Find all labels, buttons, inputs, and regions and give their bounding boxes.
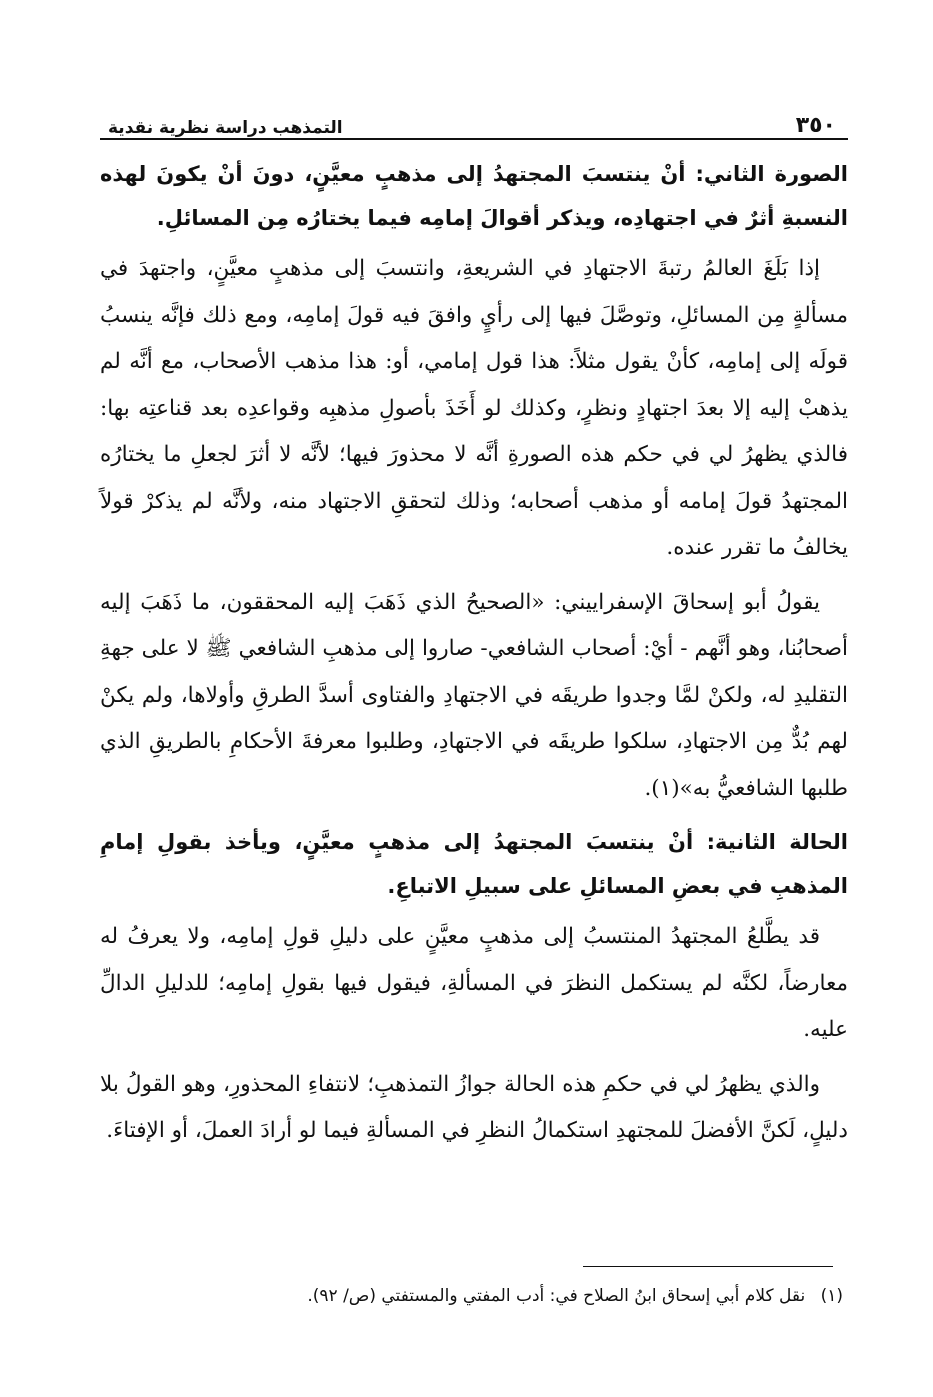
page-header (100, 92, 848, 140)
paragraph: إذا بَلَغَ العالمُ رتبةَ الاجتهادِ في الشريعةِ، وانتسبَ إلى مذهبٍ معيَّنٍ، واجتهدَ في مسألةٍ مِن المسائلِ، وتوصَّلَ فيها إلى رأيٍ وافقَ فيه قولَ إمامِه، ومع ذلك فإنَّه ينسبُ قولَه إلى إمامِه، كأنْ يقول مثلاً: هذا قول إمامي، أو: هذا مذهب الأصحاب، مع أنَّه لم يذهبْ إليه إلا بعدَ اجتهادٍ ونظرٍ، وكذلك لو أَخَذَ بأصولِ مذهبِه وقواعدِه بعد قناعتِه بها: فالذي يظهرُ لي في حكم هذه الصورةِ أنَّه لا محذورَ فيها؛ لأنَّه لا أثرَ لجعلِ ما يختارُه المجتهدُ قولَ إمامه أو مذهب أصحابه؛ وذلك لتحققِ الاجتهاد منه، ولأنَّه لم يذكرْ قولاً يخالفُ ما تقرر عنده. (100, 256, 848, 560)
section-heading-2: الحالة الثانية: أنْ ينتسبَ المجتهدُ إلى مذهبٍ معيَّنٍ، ويأخذ بقولِ إمامِ المذهبِ في بعضِ المسائلِ على سبيلِ الاتباعِ. (100, 830, 848, 898)
paragraph: والذي يظهرُ لي في حكمِ هذه الحالة جوازُ التمذهبِ؛ لانتفاءِ المحذورِ، وهو القولُ بلا دليلٍ، لَكنَّ الأفضلَ للمجتهدِ استكمالُ النظرِ في المسألةِ فيما لو أرادَ العملَ، أو الإفتاءَ. (100, 1071, 848, 1143)
paragraph: قد يطَّلعُ المجتهدُ المنتسبُ إلى مذهبٍ معيَّنٍ على دليلِ قولِ إمامِه، ولا يعرفُ له معارضاً، لكنَّه لم يستكمل النظرَ في المسألةِ، فيقول فيها بقولِ إمامِه؛ للدليلِ الدالِّ عليه. (100, 924, 848, 1042)
footnote (95, 1282, 843, 1310)
footnote-number: (١) (820, 1286, 843, 1306)
document-page (100, 92, 848, 1163)
running-title: التمذهب دراسة نظرية نقدية (108, 118, 343, 138)
section-heading-1: الصورة الثاني: أنْ ينتسبَ المجتهدُ إلى مذهبٍ معيَّنٍ، دونَ أنْ يكونَ لهذه النسبةِ أثرٌ في اجتهادِه، ويذكر أقوالَ إمامِه فيما يختارُه مِن المسائلِ. (100, 162, 848, 230)
footnote-separator (583, 1266, 833, 1267)
quote-paragraph: يقولُ أبو إسحاقَ الإسفراييني: «الصحيحُ الذي ذَهَبَ إليه المحققون، ما ذَهَبَ إليه أصحابُنا، وهو أنَّهم - أيْ: أصحاب الشافعي- صاروا إلى مذهبِ الشافعي ﷺ لا على جهةِ التقليدِ له، ولكنْ لمَّا وجدوا طريقَه في الاجتهادِ والفتاوى أسدَّ الطرقِ وأولاها، ولم يكنْ لهم بُدٌّ مِن الاجتهادِ، سلكوا طريقَه في الاجتهادِ، وطلبوا معرفةَ الأحكامِ بالطريقِ الذي طلبها الشافعيُّ به»(١). (100, 589, 848, 801)
footnote-text: نقل كلام أبي إسحاق ابنُ الصلاح في: أدب المفتي والمستفتي (ص/ ٩٢). (307, 1286, 806, 1306)
page-number: ٣٥٠ (795, 113, 836, 138)
